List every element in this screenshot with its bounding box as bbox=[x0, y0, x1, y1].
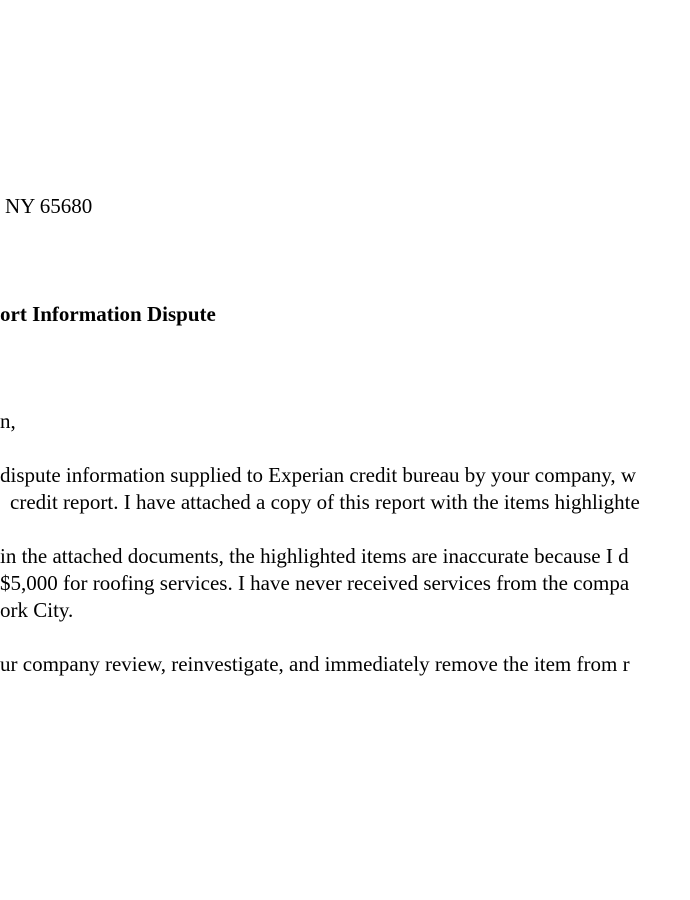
paragraph-2-line-1: in the attached documents, the highlighted items are inaccurate because I d bbox=[0, 544, 629, 568]
paragraph-2-line-3: ork City. bbox=[0, 598, 74, 622]
salutation: n, bbox=[0, 409, 16, 433]
paragraph-2-line-2: $5,000 for roofing services. I have never received services from the compa bbox=[0, 571, 630, 595]
address-line: NY 65680 bbox=[5, 194, 93, 218]
paragraph-1-line-2: credit report. I have attached a copy of this report with the items highlighte bbox=[10, 490, 640, 514]
subject-line: ort Information Dispute bbox=[0, 302, 216, 326]
paragraph-3-line-1: ur company review, reinvestigate, and immediately remove the item from r bbox=[0, 652, 630, 676]
paragraph-1-line-1: dispute information supplied to Experian credit bureau by your company, w bbox=[0, 463, 637, 487]
